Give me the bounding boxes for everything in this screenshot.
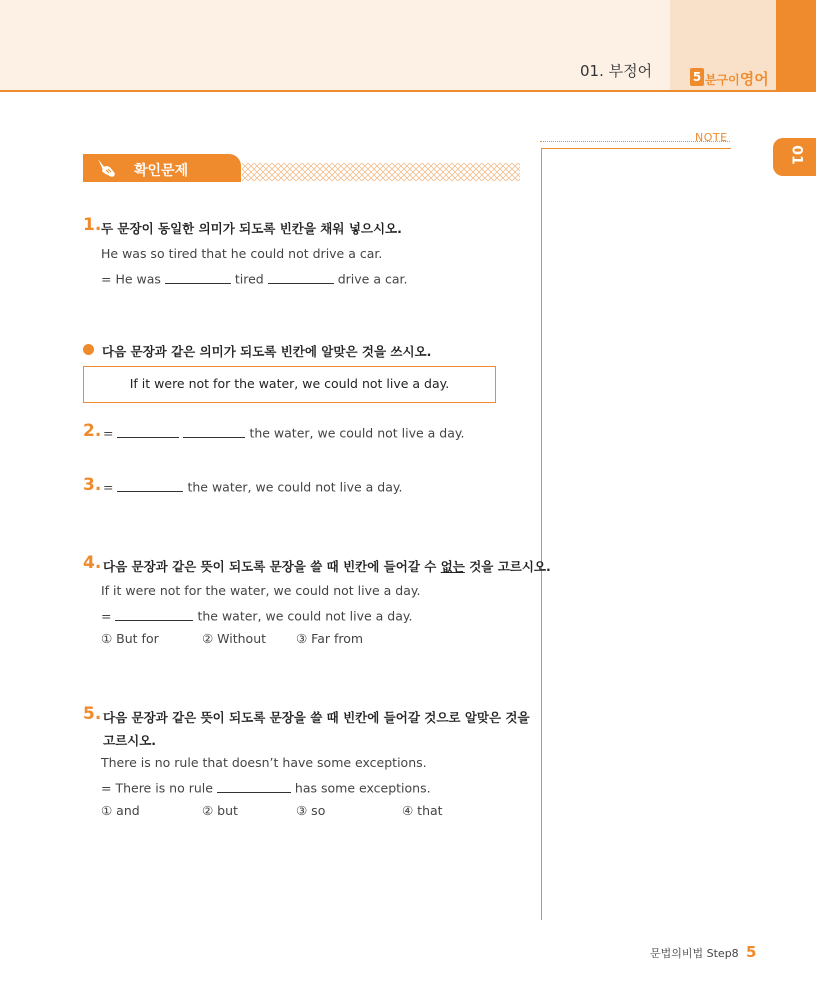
q1-answer-line: = He was tired drive a car. [101,271,408,287]
q5-option-2[interactable]: ② but [202,803,238,818]
footer-book-title: 문법의비법 Step8 [650,947,739,960]
q5-option-1[interactable]: ① and [101,803,140,818]
q4-option-2[interactable]: ② Without [202,631,267,646]
q1-number: 1. [83,215,102,235]
header-band [0,0,670,90]
answer-blank[interactable] [183,424,245,438]
answer-blank[interactable] [165,270,231,284]
series-logo [690,66,770,88]
q3-answer-line: = the water, we could not live a day. [103,479,403,495]
logo-text: 분구이영어 [705,70,769,88]
q1-sentence: He was so tired that he could not drive a car. [101,246,383,261]
q4-answer-line: = the water, we could not live a day. [101,608,413,624]
q2-answer-line: = the water, we could not live a day. [103,425,465,441]
q5-sentence: There is no rule that doesn’t have some exceptions. [101,755,427,770]
note-label: NOTE [695,131,728,144]
chapter-title: 01. 부정어 [580,62,653,80]
q5-instruction-line1: 다음 문장과 같은 뜻이 되도록 문장을 쓸 때 빈칸에 들어갈 것으로 알맞은 것을 [103,710,530,725]
header-rule [0,90,816,92]
q1-instruction: 두 문장이 동일한 의미가 되도록 빈칸을 채워 넣으시오. [101,221,402,236]
q4-number: 4. [83,553,102,573]
q5-option-3[interactable]: ③ so [296,803,326,818]
q5-number: 5. [83,704,102,724]
q4-option-1[interactable]: ① But for [101,631,159,646]
pencil-hand-icon [94,156,118,180]
q4-instruction: 다음 문장과 같은 뜻이 되도록 문장을 쓸 때 빈칸에 들어갈 수 없는 것을 고르시오. [103,559,551,574]
q4-sentence: If it were not for the water, we could not live a day. [101,583,421,598]
page-number: 5 [746,943,757,961]
answer-blank[interactable] [217,779,291,793]
answer-blank[interactable] [115,607,193,621]
header-accent-block [776,0,816,92]
bullet-dot-icon [83,344,94,355]
q4-option-3[interactable]: ③ Far from [296,631,364,646]
q5-answer-line: = There is no rule has some exceptions. [101,780,431,796]
q5-instruction-line2: 고르시오. [103,733,157,748]
note-side-rule [541,148,542,920]
note-dotted-rule [540,141,730,142]
logo-number-box: 5 [690,68,704,86]
section-title: 확인문제 [134,163,189,179]
q5-option-4[interactable]: ④ that [402,803,443,818]
q3-number: 3. [83,475,102,495]
answer-blank[interactable] [117,424,179,438]
group-instruction: 다음 문장과 같은 의미가 되도록 빈칸에 알맞은 것을 쓰시오. [102,344,432,359]
answer-blank[interactable] [117,478,183,492]
chapter-side-tab-label: 01 [788,145,805,165]
answer-blank[interactable] [268,270,334,284]
note-top-rule [541,148,731,149]
quote-sentence: If it were not for the water, we could not live a day. [129,376,450,391]
q2-number: 2. [83,421,102,441]
banner-crosshatch-pattern [242,163,520,181]
